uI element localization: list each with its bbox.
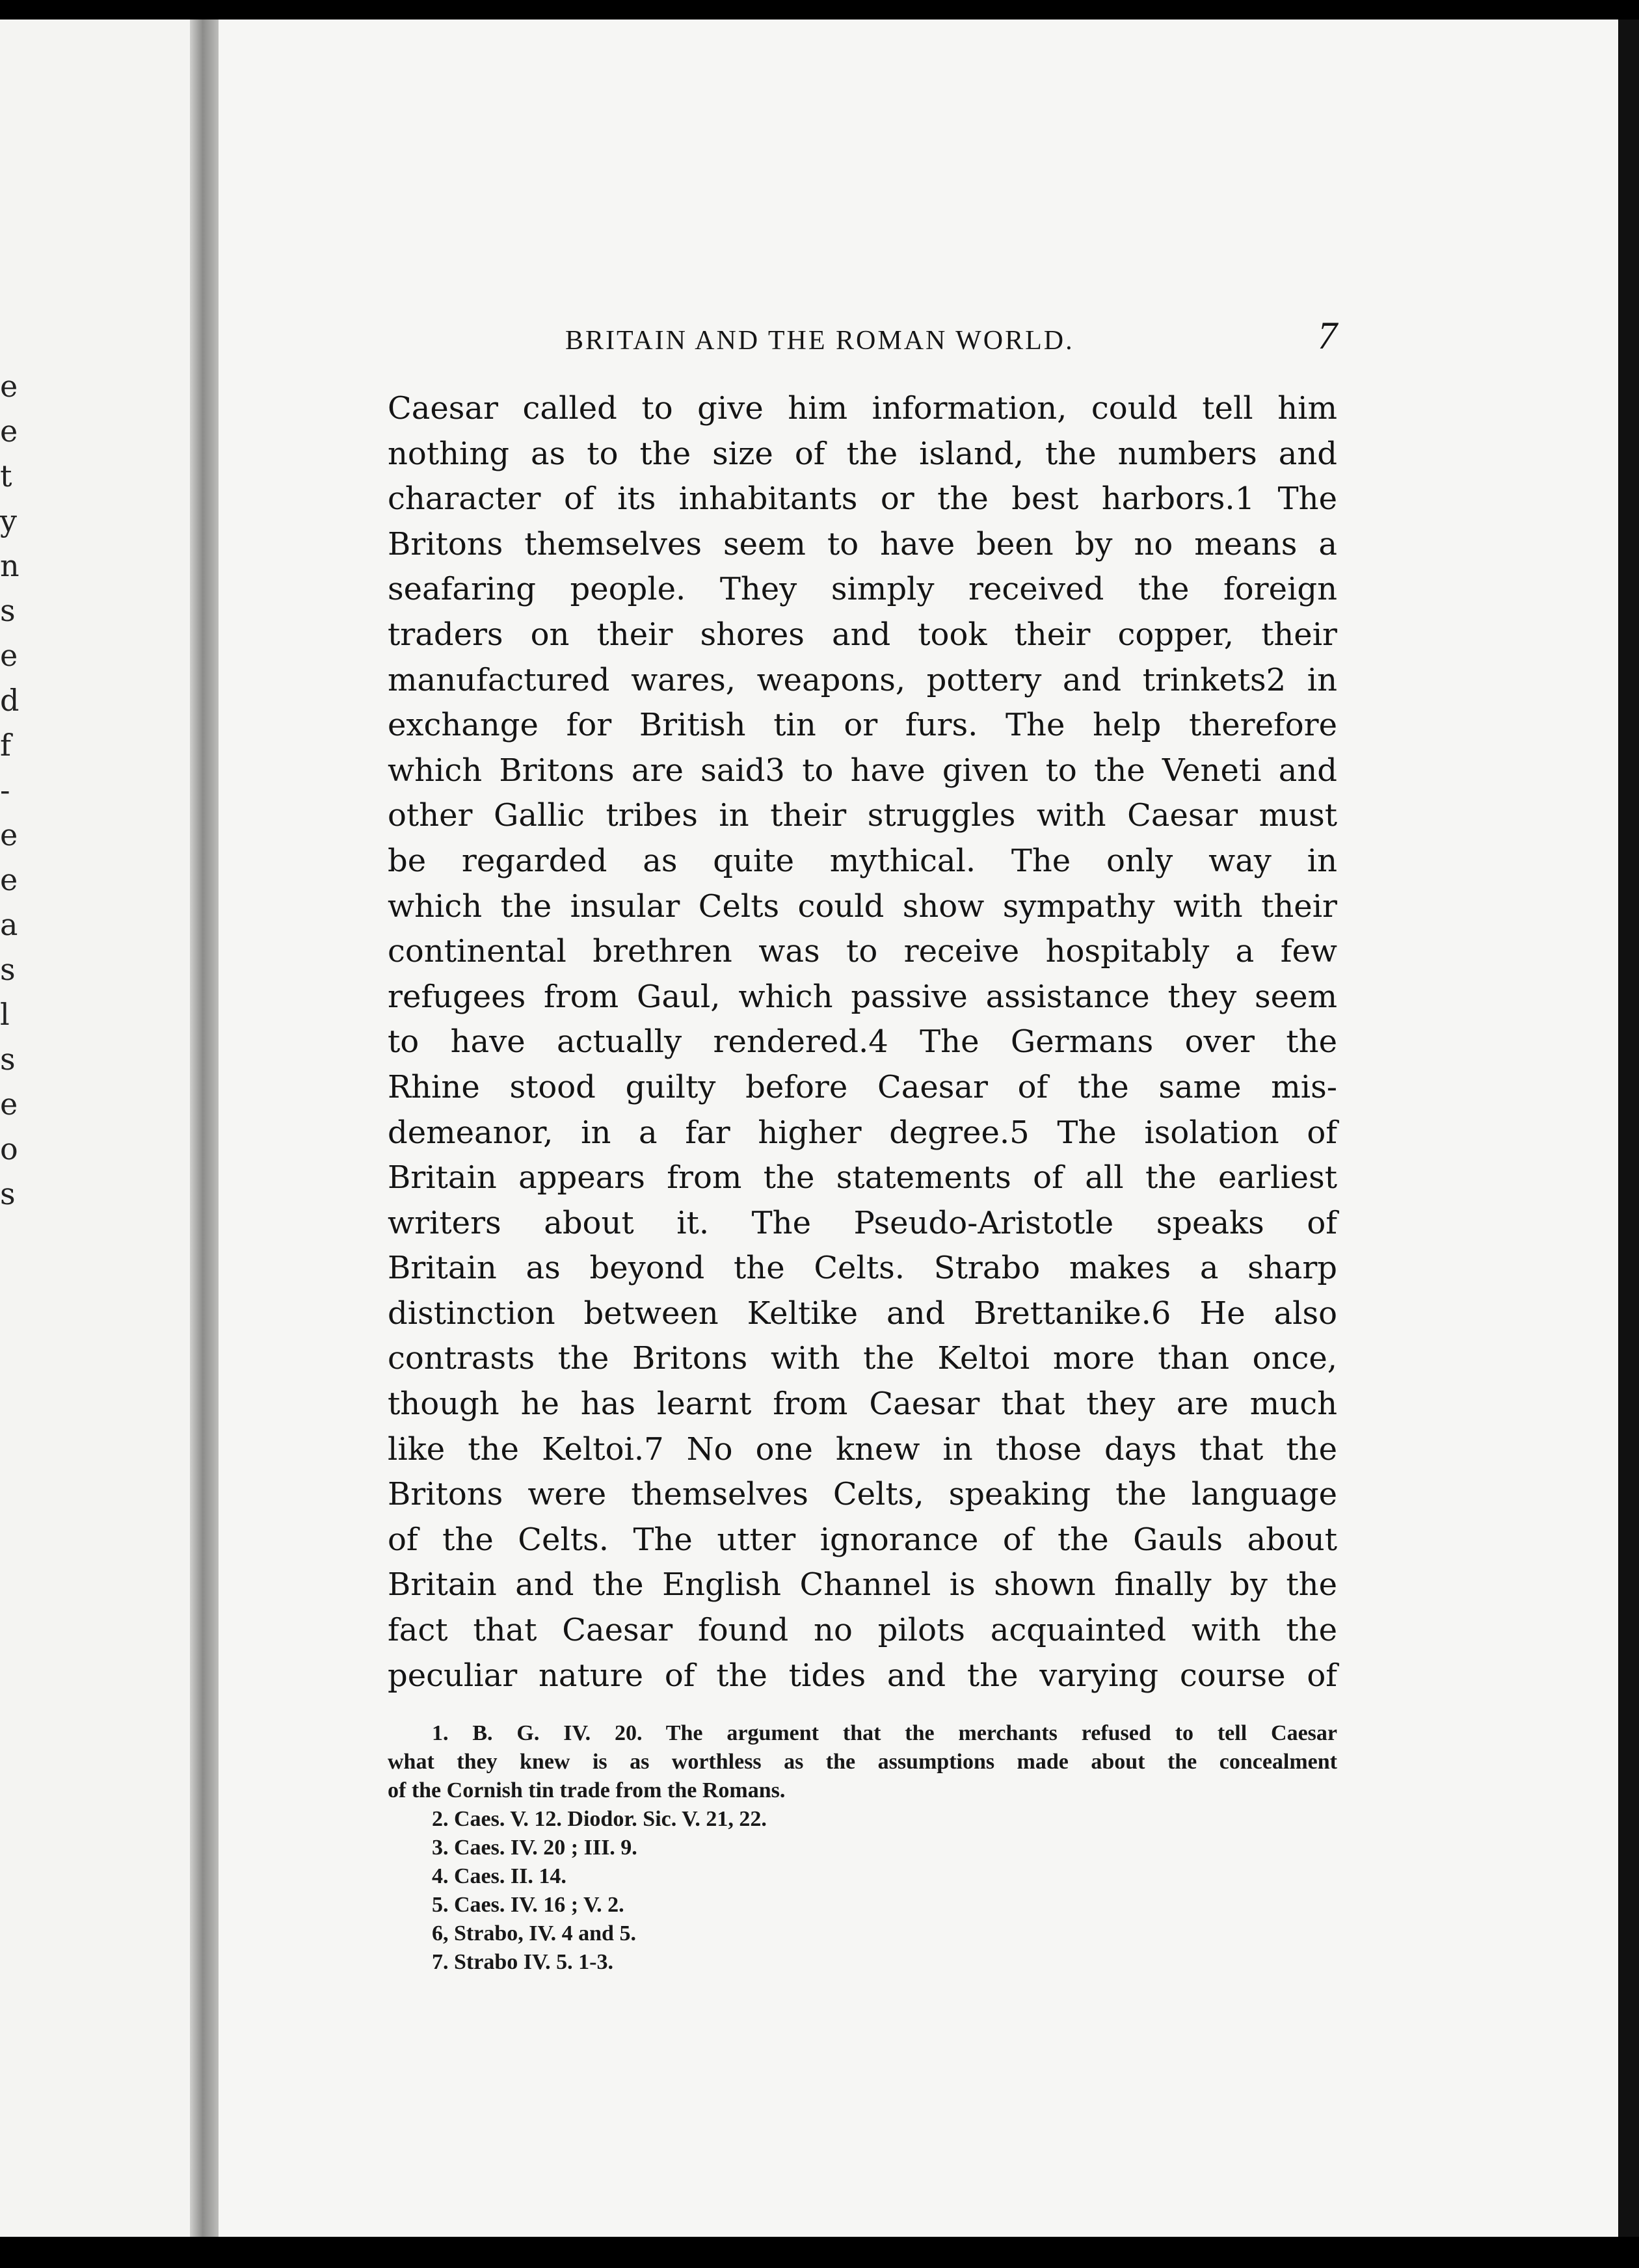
book-spine-gutter xyxy=(190,20,219,2237)
text-line: Britain and the English Channel is shown finally by the xyxy=(388,1566,1337,1603)
book-page xyxy=(219,20,1618,2237)
footnote-1-line: what they knew is as worthless as the assumptions made about the concealment xyxy=(388,1750,1337,1774)
footnote-1-line: 1. B. G. IV. 20. The argument that the merchants refused to tell Caesar xyxy=(432,1721,1337,1745)
footnote-item: 7. Strabo IV. 5. 1-3. xyxy=(432,1950,613,1974)
text-line: be regarded as quite mythical. The only way in xyxy=(388,842,1337,879)
text-line: other Gallic tribes in their struggles with Caesar must xyxy=(388,797,1337,834)
margin-letter: e xyxy=(0,369,18,404)
text-line: like the Keltoi.7 No one knew in those days that the xyxy=(388,1431,1337,1468)
text-line: exchange for British tin or furs. The help therefore xyxy=(388,707,1337,744)
margin-letter: d xyxy=(0,683,20,718)
text-line: continental brethren was to receive hospitably a few xyxy=(388,933,1337,970)
margin-letter: s xyxy=(0,593,16,628)
margin-letter: - xyxy=(0,772,10,808)
text-line: traders on their shores and took their copper, their xyxy=(388,616,1337,653)
text-line: Rhine stood guilty before Caesar of the same mis- xyxy=(388,1068,1337,1105)
margin-letter: s xyxy=(0,1176,16,1211)
text-line: though he has learnt from Caesar that they are much xyxy=(388,1386,1337,1423)
margin-letter: s xyxy=(0,952,16,987)
margin-letter: e xyxy=(0,862,18,897)
text-line: demeanor, in a far higher degree.5 The isolation of xyxy=(388,1114,1337,1151)
text-line: nothing as to the size of the island, the numbers and xyxy=(388,435,1337,472)
footnote-item: 6, Strabo, IV. 4 and 5. xyxy=(432,1921,636,1945)
text-line: contrasts the Britons with the Keltoi more than once, xyxy=(388,1340,1337,1377)
margin-letter: o xyxy=(0,1131,18,1167)
text-line: Britons themselves seem to have been by no means a xyxy=(388,525,1337,562)
margin-letter: f xyxy=(0,728,12,763)
running-title: BRITAIN AND THE ROMAN WORLD. xyxy=(565,326,1074,356)
text-line: which Britons are said3 to have given to the Veneti and xyxy=(388,752,1337,789)
footnote-1-line: of the Cornish tin trade from the Romans. xyxy=(388,1778,786,1802)
margin-letter: e xyxy=(0,817,18,852)
page-header xyxy=(219,312,1618,371)
text-line: Britain appears from the statements of all the earliest xyxy=(388,1159,1337,1196)
margin-letter: e xyxy=(0,1087,18,1122)
facing-page-edge xyxy=(0,20,208,2237)
text-line: manufactured wares, weapons, pottery and trinkets2 in xyxy=(388,661,1337,698)
footnote-item: 2. Caes. V. 12. Diodor. Sic. V. 21, 22. xyxy=(432,1807,767,1831)
text-line: writers about it. The Pseudo-Aristotle speaks of xyxy=(388,1204,1337,1241)
text-line: fact that Caesar found no pilots acquainted with the xyxy=(388,1612,1337,1649)
text-line: character of its inhabitants or the best harbors.1 The xyxy=(388,481,1337,518)
footnote-item: 4. Caes. II. 14. xyxy=(432,1864,566,1888)
margin-letter: e xyxy=(0,638,18,673)
footnote-item: 5. Caes. IV. 16 ; V. 2. xyxy=(432,1893,624,1917)
page-right-shadow xyxy=(1618,20,1639,2237)
text-line: distinction between Keltike and Brettanike.6 He also xyxy=(388,1295,1337,1332)
margin-letter: s xyxy=(0,1042,16,1077)
facing-page-letters xyxy=(0,364,26,1217)
text-line: seafaring people. They simply received the foreign xyxy=(388,571,1337,608)
footnotes xyxy=(388,1719,1337,1977)
margin-letter: y xyxy=(0,503,17,538)
body-text xyxy=(388,386,1337,1698)
text-line: Caesar called to give him information, could tell him xyxy=(388,390,1337,427)
text-line: Britain as beyond the Celts. Strabo makes a sharp xyxy=(388,1250,1337,1287)
text-line: peculiar nature of the tides and the varying course of xyxy=(388,1657,1337,1694)
text-line: refugees from Gaul, which passive assistance they seem xyxy=(388,978,1337,1015)
text-line: to have actually rendered.4 The Germans over the xyxy=(388,1023,1337,1061)
page-number: 7 xyxy=(1318,314,1337,357)
margin-letter: a xyxy=(0,907,18,942)
text-line: Britons were themselves Celts, speaking the language xyxy=(388,1476,1337,1513)
footnote-item: 3. Caes. IV. 20 ; III. 9. xyxy=(432,1836,637,1860)
margin-letter: e xyxy=(0,414,18,449)
margin-letter: l xyxy=(0,997,10,1032)
margin-letter: t xyxy=(0,458,12,494)
text-line: which the insular Celts could show sympathy with their xyxy=(388,888,1337,925)
margin-letter: n xyxy=(0,548,20,583)
text-line: of the Celts. The utter ignorance of the Gauls about xyxy=(388,1521,1337,1558)
